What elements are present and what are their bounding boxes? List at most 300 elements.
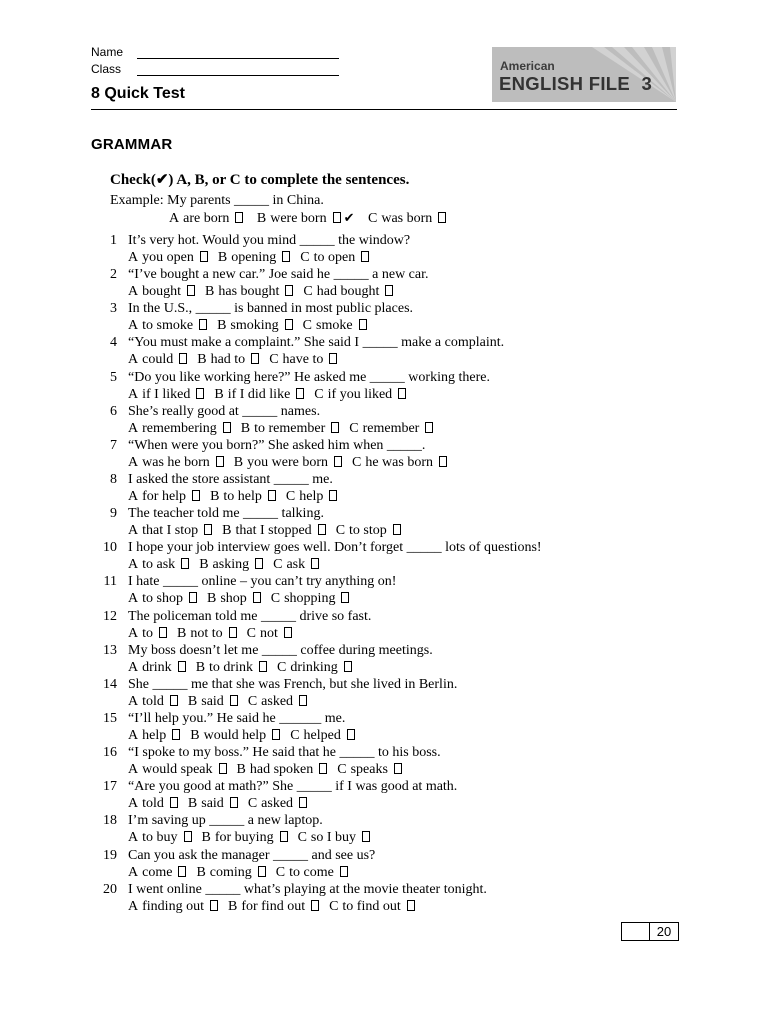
answer-option[interactable] <box>128 728 180 743</box>
checkbox[interactable] <box>407 900 415 911</box>
checkbox[interactable] <box>223 422 231 433</box>
option-text: to <box>142 625 154 641</box>
question-stem: She’s really good at _____ names. <box>128 403 321 419</box>
option-text: opening <box>231 250 277 265</box>
option-text: had to <box>210 352 246 368</box>
question-options <box>128 865 358 881</box>
checkbox[interactable] <box>347 729 355 740</box>
question-options <box>128 796 317 812</box>
option-text: finding out <box>142 898 204 914</box>
answer-option[interactable] <box>188 796 238 811</box>
question-stem: “Do you like working here?” He asked me _____ working there. <box>128 369 490 385</box>
option-text: would speak <box>142 762 213 778</box>
checkbox[interactable] <box>172 729 180 740</box>
question-options <box>128 626 302 642</box>
checkbox[interactable] <box>425 422 433 433</box>
question-number: 9 <box>110 506 117 522</box>
question-number: 10 <box>103 540 117 556</box>
answer-option[interactable] <box>290 728 355 743</box>
instructions: Check(✔) A, B, or C to complete the sentences. <box>110 172 410 188</box>
question-number: 7 <box>110 437 117 453</box>
question-item <box>96 506 696 540</box>
question-item <box>96 609 696 643</box>
option-text: smoke <box>316 318 353 334</box>
question-stem: I went online _____ what’s playing at the movie theater tonight. <box>128 881 487 897</box>
option-text: to come <box>289 864 334 880</box>
option-letter: B <box>214 386 224 402</box>
example-stem: My parents _____ in China. <box>167 193 324 208</box>
option-text: not to <box>190 625 223 641</box>
answer-option[interactable] <box>273 557 319 572</box>
answer-option[interactable] <box>271 591 350 606</box>
option-text: for help <box>142 488 187 504</box>
option-letter: C <box>368 211 378 226</box>
question-item <box>96 267 696 301</box>
answer-option[interactable] <box>128 694 178 709</box>
answer-option[interactable] <box>228 899 319 914</box>
answer-option[interactable] <box>128 865 186 880</box>
question-item <box>96 438 696 472</box>
checkbox[interactable] <box>439 456 447 467</box>
question-options <box>128 387 416 403</box>
checkbox[interactable] <box>299 797 307 808</box>
question-stem: “I spoke to my boss.” He said that he _____ to his boss. <box>128 745 441 761</box>
checkbox[interactable] <box>229 627 237 638</box>
option-text: would help <box>203 727 267 743</box>
option-text: to drink <box>209 659 253 675</box>
option-letter: C <box>297 830 307 846</box>
option-letter: C <box>290 727 300 743</box>
answer-option[interactable] <box>128 523 212 538</box>
answer-option[interactable] <box>248 694 307 709</box>
question-options <box>128 284 403 300</box>
option-letter: A <box>128 250 139 265</box>
question-item <box>96 813 696 847</box>
answer-option[interactable] <box>196 865 265 880</box>
option-letter: C <box>273 557 283 573</box>
checkbox[interactable] <box>280 831 288 842</box>
checkbox[interactable] <box>251 353 259 364</box>
checkbox[interactable] <box>284 627 292 638</box>
checkbox[interactable] <box>285 319 293 330</box>
example-option-b[interactable] <box>257 211 358 226</box>
question-options <box>128 352 347 368</box>
option-text: if I liked <box>142 386 191 402</box>
option-text: shop <box>220 591 247 607</box>
answer-option[interactable] <box>207 591 261 606</box>
logo-main-text <box>499 73 652 95</box>
question-stem: “When were you born?” She asked him when _____. <box>128 437 426 453</box>
question-item <box>96 233 696 267</box>
option-letter: B <box>217 318 227 334</box>
option-text: help <box>299 488 324 504</box>
option-letter: A <box>128 830 139 846</box>
question-number: 12 <box>103 608 117 624</box>
answer-option[interactable] <box>336 523 401 538</box>
name-line[interactable] <box>137 46 339 59</box>
checkbox[interactable] <box>199 319 207 330</box>
option-text: to open <box>313 250 356 265</box>
checkbox[interactable] <box>385 285 393 296</box>
checkbox[interactable] <box>219 763 227 774</box>
question-number: 6 <box>110 403 117 419</box>
checkbox[interactable] <box>393 524 401 535</box>
checkbox[interactable] <box>159 627 167 638</box>
question-stem: “I’ve bought a new car.” Joe said he _____ a new car. <box>128 267 429 283</box>
answer-option[interactable] <box>196 660 267 675</box>
question-options <box>128 455 457 471</box>
option-text: you were born <box>247 454 328 470</box>
answer-option[interactable] <box>277 660 352 675</box>
question-options <box>128 421 443 437</box>
checkbox[interactable] <box>189 592 197 603</box>
option-letter: A <box>128 318 139 334</box>
answer-option[interactable] <box>128 660 186 675</box>
checkbox[interactable] <box>268 490 276 501</box>
option-letter: B <box>177 625 187 641</box>
logo-title: ENGLISH FILE <box>499 73 631 94</box>
checkbox[interactable] <box>187 285 195 296</box>
question-number: 13 <box>103 642 117 658</box>
question-stem: I asked the store assistant _____ me. <box>128 471 333 487</box>
option-text: remember <box>362 420 420 436</box>
question-number: 8 <box>110 471 117 487</box>
option-text: drink <box>142 659 172 675</box>
option-text: help <box>142 727 167 743</box>
question-number: 20 <box>103 881 117 897</box>
question-item <box>96 301 696 335</box>
option-text: you open <box>142 250 194 265</box>
answer-option[interactable] <box>247 626 292 641</box>
checkbox[interactable] <box>170 797 178 808</box>
checkbox[interactable] <box>204 524 212 535</box>
answer-option[interactable] <box>234 455 342 470</box>
answer-option[interactable] <box>222 523 326 538</box>
checkbox[interactable] <box>285 285 293 296</box>
checkbox[interactable] <box>394 763 402 774</box>
question-item <box>96 335 696 369</box>
answer-option[interactable] <box>303 284 393 299</box>
checkbox[interactable] <box>178 661 186 672</box>
question-options <box>128 591 359 607</box>
option-letter: B <box>256 211 267 226</box>
question-number: 17 <box>103 779 117 795</box>
option-text: ask <box>286 557 306 573</box>
question-number: 5 <box>110 369 117 385</box>
option-text: was he born <box>142 454 210 470</box>
checkbox[interactable] <box>210 900 218 911</box>
question-options <box>128 660 362 676</box>
option-text: had bought <box>316 284 380 300</box>
answer-option[interactable] <box>128 318 207 333</box>
score-input[interactable] <box>622 923 650 940</box>
checkbox[interactable] <box>359 319 367 330</box>
answer-option[interactable] <box>128 626 167 641</box>
logo-number: 3 <box>641 73 653 94</box>
question-stem: Can you ask the manager _____ and see us? <box>128 847 376 863</box>
checkbox[interactable] <box>200 251 208 262</box>
question-options <box>128 489 347 505</box>
answer-option[interactable] <box>128 421 231 436</box>
option-text: helped <box>303 727 341 743</box>
question-stem: She _____ me that she was French, but she lived in Berlin. <box>128 676 458 692</box>
option-letter: B <box>197 352 207 368</box>
checkbox[interactable] <box>331 422 339 433</box>
answer-option[interactable] <box>188 694 238 709</box>
option-letter: C <box>300 250 310 265</box>
option-letter: B <box>222 523 232 539</box>
answer-option[interactable] <box>128 489 200 504</box>
option-letter: A <box>128 420 139 436</box>
option-letter: C <box>314 386 324 402</box>
checkbox[interactable] <box>311 900 319 911</box>
option-letter: B <box>227 898 238 914</box>
answer-option[interactable] <box>190 728 280 743</box>
option-text: asked <box>261 796 294 812</box>
option-text: were born <box>270 211 327 226</box>
checkbox[interactable] <box>255 558 263 569</box>
answer-option[interactable] <box>128 284 195 299</box>
answer-option[interactable] <box>269 352 337 367</box>
option-text: told <box>142 796 164 812</box>
question-stem: In the U.S., _____ is banned in most public places. <box>128 301 414 317</box>
option-text: remembering <box>142 420 217 436</box>
answer-option[interactable] <box>128 250 208 265</box>
option-letter: B <box>240 420 251 436</box>
question-number: 11 <box>103 574 117 590</box>
option-text: has bought <box>218 284 280 300</box>
question-number: 14 <box>103 676 117 692</box>
answer-option[interactable] <box>248 796 307 811</box>
answer-option[interactable] <box>214 387 304 402</box>
option-text: if I did like <box>227 386 291 402</box>
checkbox[interactable] <box>235 212 243 223</box>
question-options <box>128 694 317 710</box>
option-text: have to <box>282 352 324 368</box>
option-text: he was born <box>365 454 433 470</box>
option-letter: A <box>128 352 139 368</box>
option-text: that I stopped <box>235 523 312 539</box>
answer-option[interactable] <box>128 352 187 367</box>
option-letter: C <box>247 693 258 709</box>
option-letter: C <box>337 762 347 778</box>
example-option-c[interactable] <box>368 211 446 226</box>
answer-option[interactable] <box>177 626 237 641</box>
option-letter: B <box>190 727 200 743</box>
answer-option[interactable] <box>128 455 224 470</box>
question-item <box>96 540 696 574</box>
checkbox[interactable] <box>299 695 307 706</box>
checkbox[interactable] <box>344 661 352 672</box>
class-line[interactable] <box>137 63 339 76</box>
checkbox[interactable] <box>333 212 341 223</box>
option-text: are born <box>183 211 230 226</box>
answer-option[interactable] <box>218 250 290 265</box>
option-text: speaks <box>350 762 388 778</box>
option-text: bought <box>142 284 182 300</box>
checkbox[interactable] <box>361 251 369 262</box>
checkbox[interactable] <box>181 558 189 569</box>
answer-option[interactable] <box>300 250 369 265</box>
option-text: told <box>142 693 164 709</box>
checkbox[interactable] <box>318 524 326 535</box>
option-letter: B <box>201 830 211 846</box>
question-item <box>96 745 696 779</box>
answer-option[interactable] <box>128 899 218 914</box>
option-text: said <box>201 693 224 709</box>
checkbox[interactable] <box>192 490 200 501</box>
example-stem-line <box>110 193 324 209</box>
option-text: so I buy <box>310 830 357 846</box>
question-stem: I’m saving up _____ a new laptop. <box>128 813 323 829</box>
checkbox[interactable] <box>282 251 290 262</box>
option-letter: A <box>128 864 139 880</box>
answer-option[interactable] <box>210 489 276 504</box>
checkbox[interactable] <box>258 866 266 877</box>
question-options <box>128 557 329 573</box>
answer-option[interactable] <box>128 557 189 572</box>
checkbox[interactable] <box>230 695 238 706</box>
answer-option[interactable] <box>197 352 259 367</box>
answer-option[interactable] <box>217 318 293 333</box>
answer-option[interactable] <box>128 762 227 777</box>
checkbox[interactable] <box>230 797 238 808</box>
answer-option[interactable] <box>237 762 328 777</box>
option-letter: C <box>302 318 312 334</box>
checkbox[interactable] <box>170 695 178 706</box>
example-option-a[interactable] <box>169 211 247 226</box>
name-field-row <box>91 45 339 59</box>
checkbox[interactable] <box>184 831 192 842</box>
option-letter: B <box>236 762 246 778</box>
option-text: come <box>142 864 173 880</box>
checkbox[interactable] <box>296 388 304 399</box>
question-list <box>96 233 696 916</box>
header-divider <box>91 109 677 110</box>
option-text: said <box>201 796 224 812</box>
option-text: for buying <box>214 830 274 846</box>
answer-option[interactable] <box>286 489 337 504</box>
checkbox[interactable] <box>216 456 224 467</box>
class-label: Class <box>91 62 122 76</box>
checkbox[interactable] <box>329 353 337 364</box>
option-letter: A <box>128 386 139 402</box>
check-mark-icon: ✔ <box>343 210 355 225</box>
checkbox[interactable] <box>319 763 327 774</box>
option-text: if you liked <box>327 386 393 402</box>
question-item <box>96 370 696 404</box>
option-text: to smoke <box>142 318 194 334</box>
question-item <box>96 472 696 506</box>
question-item <box>96 848 696 882</box>
checkbox[interactable] <box>196 388 204 399</box>
question-options <box>128 523 411 539</box>
checkbox[interactable] <box>259 661 267 672</box>
answer-option[interactable] <box>349 421 433 436</box>
answer-option[interactable] <box>128 830 192 845</box>
option-letter: B <box>217 250 228 265</box>
answer-option[interactable] <box>303 318 367 333</box>
answer-option[interactable] <box>352 455 447 470</box>
option-text: asking <box>212 557 250 573</box>
checkbox[interactable] <box>340 866 348 877</box>
answer-option[interactable] <box>276 865 348 880</box>
checkbox[interactable] <box>334 456 342 467</box>
option-letter: B <box>187 796 198 812</box>
option-text: not <box>259 625 278 641</box>
question-stem: My boss doesn’t let me _____ coffee during meetings. <box>128 642 433 658</box>
option-letter: C <box>275 864 286 880</box>
option-text: asked <box>261 693 294 709</box>
answer-option[interactable] <box>128 387 204 402</box>
answer-option[interactable] <box>298 830 370 845</box>
option-letter: A <box>128 284 139 300</box>
question-stem: It’s very hot. Would you mind _____ the window? <box>128 233 411 248</box>
test-title: 8 Quick Test <box>91 85 185 102</box>
question-number: 19 <box>103 847 117 863</box>
option-text: to ask <box>142 557 176 573</box>
example-options <box>169 210 456 227</box>
checkbox[interactable] <box>253 592 261 603</box>
checkbox[interactable] <box>329 490 337 501</box>
option-letter: A <box>128 454 139 470</box>
checkbox[interactable] <box>362 831 370 842</box>
option-letter: A <box>128 625 139 641</box>
name-label: Name <box>91 45 124 59</box>
answer-option[interactable] <box>314 387 406 402</box>
question-number: 16 <box>103 745 117 761</box>
question-number: 15 <box>103 710 117 726</box>
section-title: GRAMMAR <box>91 136 173 153</box>
answer-option[interactable] <box>329 899 415 914</box>
checkbox[interactable] <box>179 353 187 364</box>
answer-option[interactable] <box>241 421 339 436</box>
checkbox[interactable] <box>178 866 186 877</box>
option-letter: C <box>335 523 346 539</box>
question-item <box>96 574 696 608</box>
checkbox[interactable] <box>341 592 349 603</box>
option-letter: A <box>128 693 139 709</box>
checkbox[interactable] <box>272 729 280 740</box>
question-stem: I hope your job interview goes well. Don’t forget _____ lots of questions! <box>128 540 542 556</box>
answer-option[interactable] <box>205 284 293 299</box>
answer-option[interactable] <box>202 830 288 845</box>
option-letter: C <box>349 420 359 436</box>
question-number: 1 <box>110 233 117 248</box>
question-number: 3 <box>110 301 117 317</box>
example-label: Example: <box>110 193 164 208</box>
option-letter: C <box>329 898 339 914</box>
option-letter: B <box>210 488 220 504</box>
answer-option[interactable] <box>128 796 178 811</box>
option-text: to remember <box>254 420 326 436</box>
option-text: to stop <box>349 523 387 539</box>
option-letter: C <box>246 625 256 641</box>
answer-option[interactable] <box>337 762 402 777</box>
answer-option[interactable] <box>128 591 197 606</box>
option-letter: B <box>233 454 244 470</box>
checkbox[interactable] <box>438 212 446 223</box>
option-letter: B <box>206 591 217 607</box>
question-item <box>96 677 696 711</box>
checkbox[interactable] <box>311 558 319 569</box>
checkbox[interactable] <box>398 388 406 399</box>
question-stem: “I’ll help you.” He said he ______ me. <box>128 710 346 726</box>
option-text: to buy <box>142 830 178 846</box>
answer-option[interactable] <box>199 557 263 572</box>
option-text: coming <box>209 864 252 880</box>
option-letter: B <box>199 557 209 573</box>
